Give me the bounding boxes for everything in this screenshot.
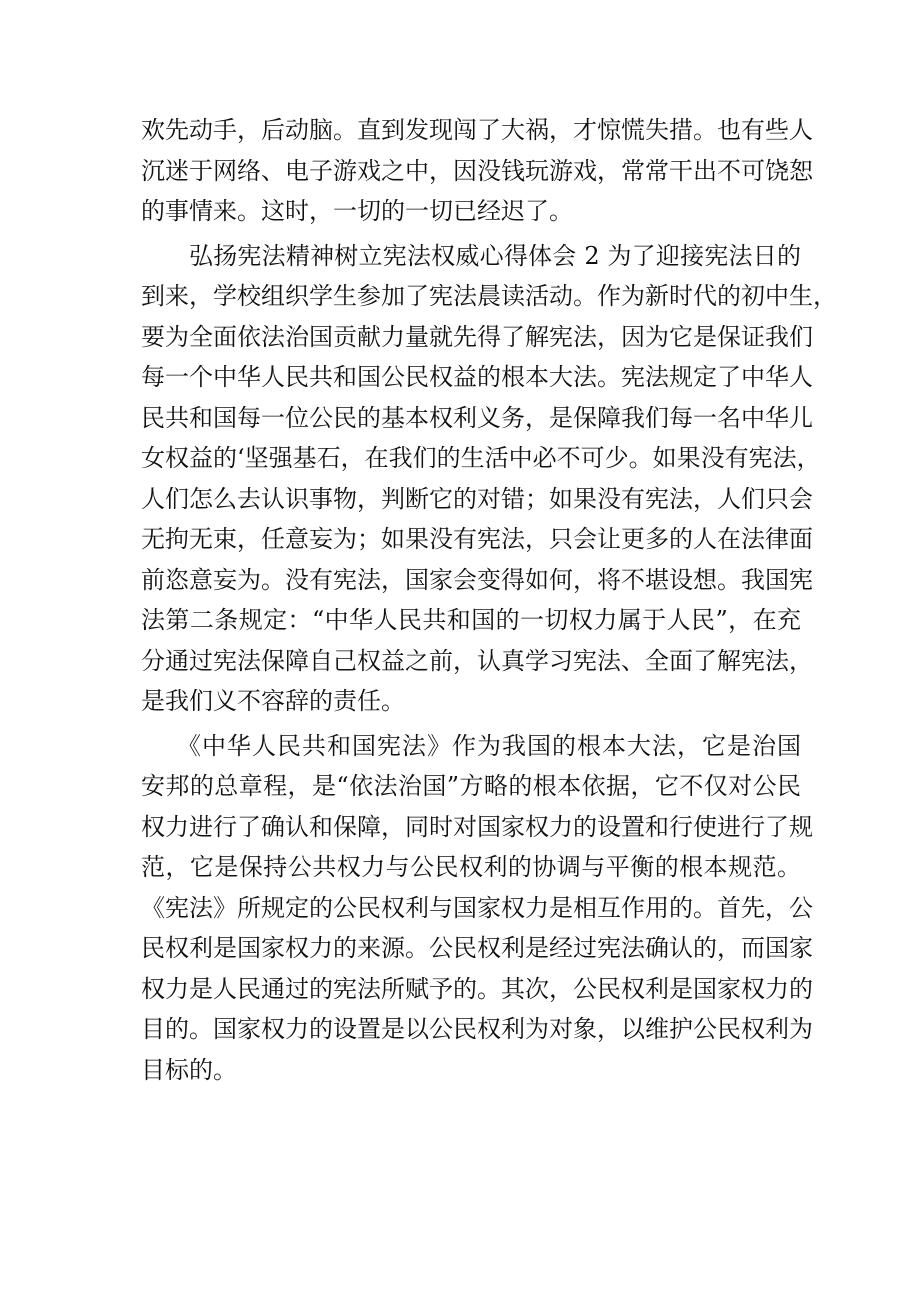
text-line: 范，它是保持公共权力与公民权利的协调与平衡的根本规范。 [141, 853, 801, 881]
text-line: 法第二条规定：“中华人民共和国的一切权力属于人民”，在充 [141, 606, 801, 634]
text-line: 是我们义不容辞的责任。 [141, 687, 405, 715]
text-line: 人们怎么去认识事物，判断它的对错；如果没有宪法，人们只会 [141, 484, 813, 513]
text-line: 权力进行了确认和保障，同时对国家权力的设置和行使进行了规 [141, 812, 813, 841]
text-line: 前恣意妄为。没有宪法，国家会变得如何，将不堪设想。我国宪 [141, 565, 813, 594]
text-line: 沉迷于网络、电子游戏之中，因没钱玩游戏，常常干出不可饶恕 [141, 156, 813, 185]
text-line: 弘扬宪法精神树立宪法权威心得体会 2 为了迎接宪法日的 [189, 241, 801, 270]
text-line: 的事情来。这时，一切的一切已经迟了。 [141, 197, 573, 225]
text-line: 民权利是国家权力的来源。公民权利是经过宪法确认的，而国家 [141, 934, 813, 962]
text-line: 每一个中华人民共和国公民权益的根本大法。宪法规定了中华人 [141, 363, 813, 391]
paragraph-constitution [141, 726, 813, 1091]
text-line: 要为全面依法治国贡献力量就先得了解宪法，因为它是保证我们 [141, 322, 813, 351]
paragraph-continuation [141, 110, 813, 232]
text-line: 目标的。 [141, 1055, 237, 1084]
text-line: 女权益的‘坚强基石，在我们的生活中必不可少。如果没有宪法， [141, 444, 821, 472]
text-line: 权力是人民通过的宪法所赋予的。其次，公民权利是国家权力的 [141, 974, 813, 1003]
text-line: 分通过宪法保障自己权益之前，认真学习宪法、全面了解宪法， [141, 646, 813, 675]
paragraph-essay-2 [141, 236, 837, 722]
text-line: 到来，学校组织学生参加了宪法晨读活动。作为新时代的初中生， [141, 282, 837, 310]
text-line: 目的。国家权力的设置是以公民权利为对象，以维护公民权利为 [141, 1015, 813, 1043]
text-line: 民共和国每一位公民的基本权利义务，是保障我们每一名中华儿 [141, 403, 813, 432]
text-line: 《宪法》所规定的公民权利与国家权力是相互作用的。首先，公 [141, 893, 813, 922]
text-line: 欢先动手，后动脑。直到发现闯了大祸，才惊慌失措。也有些人 [141, 116, 813, 144]
text-line: 安邦的总章程，是“依法治国”方略的根本依据，它不仅对公民 [141, 772, 801, 800]
text-line: 《中华人民共和国宪法》作为我国的根本大法，它是治国 [177, 731, 801, 760]
body-text [141, 110, 837, 1094]
text-line: 无拘无束，任意妄为；如果没有宪法，只会让更多的人在法律面 [141, 525, 813, 553]
